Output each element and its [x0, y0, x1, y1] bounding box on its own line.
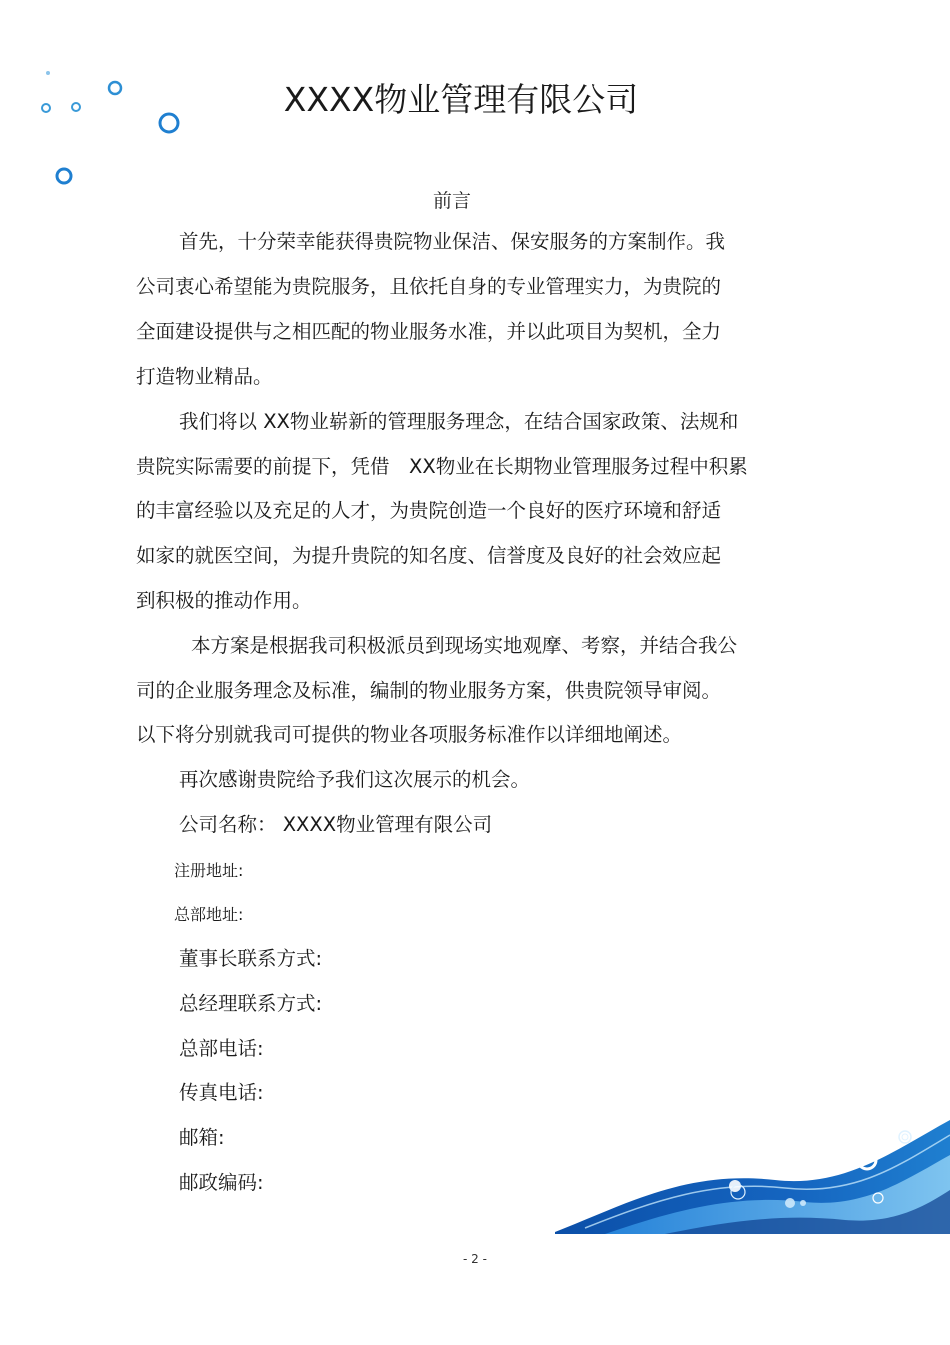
page-number: - 2 - [463, 1252, 487, 1266]
paragraph-1-line-2: 公司衷心希望能为贵院服务，且依托自身的专业管理实力，为贵院的 [136, 275, 722, 298]
section-heading: 前言 [432, 190, 471, 212]
paragraph-3-line-1: 本方案是根据我司积极派员到现场实地观摩、考察，并结合我公 [191, 634, 738, 657]
paragraph-2-line-4: 如家的就医空间，为提升贵院的知名度、信誉度及良好的社会效应起 [136, 544, 722, 567]
paragraph-3-line-3: 以下将分别就我司可提供的物业各项服务标准作以详细地阐述。 [136, 723, 683, 746]
paragraph-4: 再次感谢贵院给予我们这次展示的机会。 [179, 768, 531, 791]
paragraph-1-line-3: 全面建设提供与之相匹配的物业服务水准，并以此项目为契机，全力 [136, 320, 722, 343]
paragraph-2-line-2: 贵院实际需要的前提下，凭借 XX物业在长期物业管理服务过程中积累 [136, 455, 748, 478]
email-label: 邮箱: [179, 1126, 225, 1149]
paragraph-2-line-1: 我们将以 XX物业崭新的管理服务理念，在结合国家政策、法规和 [179, 410, 739, 433]
hq-phone-label: 总部电话: [179, 1037, 264, 1060]
fax-label: 传真电话: [179, 1081, 264, 1104]
wave-decoration-icon [545, 1110, 950, 1240]
registered-address-label: 注册地址: [174, 861, 244, 880]
paragraph-3-line-2: 司的企业服务理念及标准，编制的物业服务方案，供贵院领导审阅。 [136, 679, 722, 702]
paragraph-2-line-5: 到积极的推动作用。 [136, 589, 312, 612]
gm-contact-label: 总经理联系方式: [179, 992, 323, 1015]
document-title: XXXX物业管理有限公司 [283, 80, 639, 119]
hq-address-label: 总部地址: [174, 905, 244, 924]
postcode-label: 邮政编码: [179, 1171, 264, 1194]
company-name: 公司名称： XXXX物业管理有限公司 [179, 813, 493, 836]
paragraph-1-line-1: 首先，十分荣幸能获得贵院物业保洁、保安服务的方案制作。我 [179, 230, 726, 253]
paragraph-2-line-3: 的丰富经验以及充足的人才，为贵院创造一个良好的医疗环境和舒适 [136, 499, 722, 522]
paragraph-1-line-4: 打造物业精品。 [136, 365, 273, 388]
chairman-contact-label: 董事长联系方式: [179, 947, 323, 970]
